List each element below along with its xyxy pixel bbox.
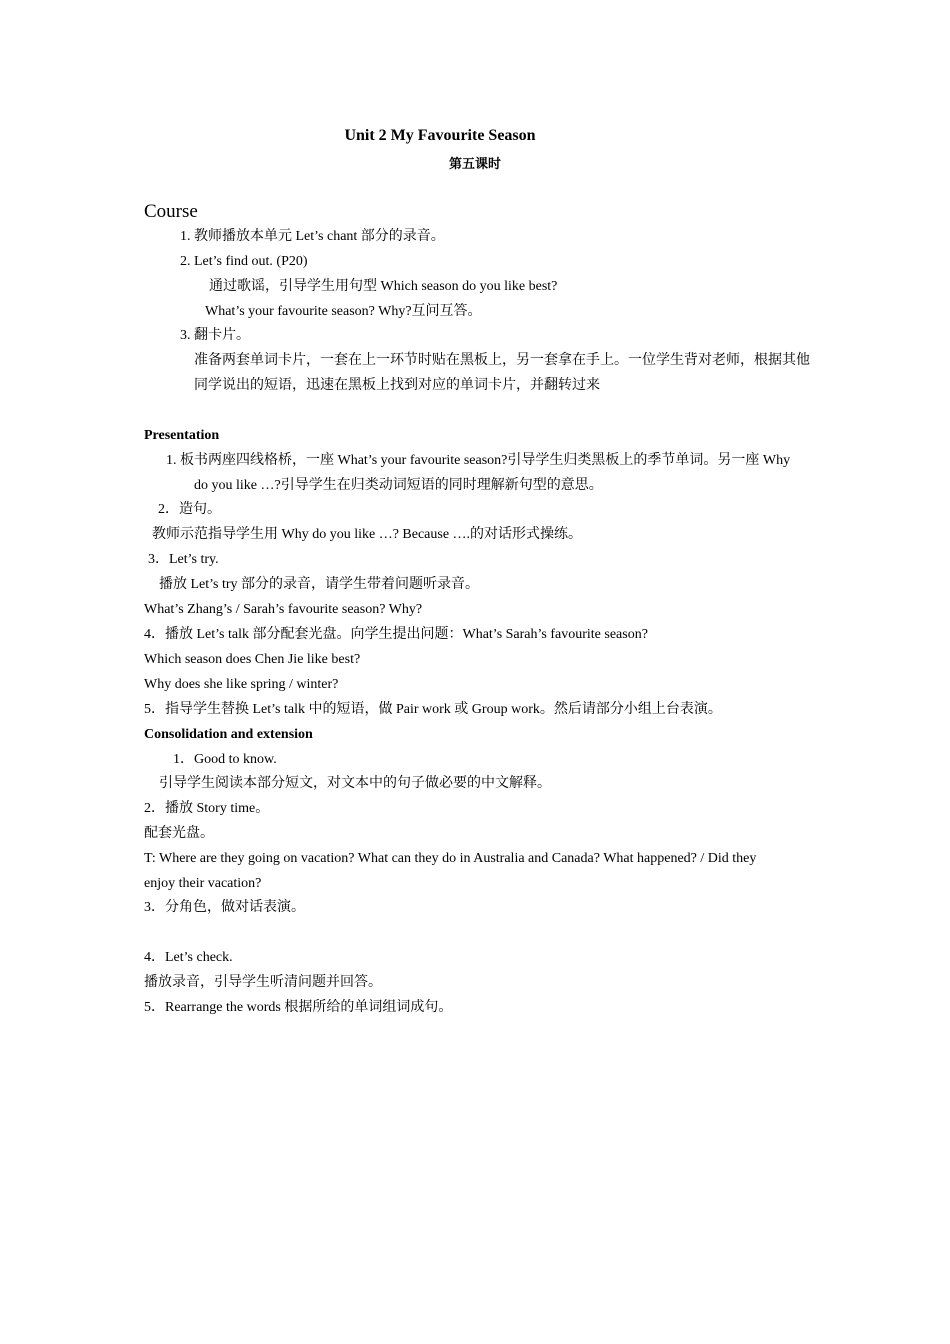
presentation-line: Which season does Chen Jie like best? bbox=[144, 652, 361, 667]
presentation-line: 4．播放 Let’s talk 部分配套光盘。向学生提出问题：What’s Sarah’s favourite season? bbox=[144, 627, 648, 642]
consolidation-line: T: Where are they going on vacation? What can they do in Australia and Canada? What happened? / Did they bbox=[144, 851, 757, 866]
lesson-period: 第五课时 bbox=[448, 156, 501, 171]
presentation-line: 教师示范指导学生用 Why do you like …? Because ….的对话形式操练。 bbox=[152, 527, 583, 542]
consolidation-line: 播放录音，引导学生听清问题并回答。 bbox=[144, 975, 382, 990]
section-heading-course: Course bbox=[144, 201, 198, 222]
consolidation-line: 2．播放 Story time。 bbox=[144, 801, 270, 816]
consolidation-line: 3．分角色，做对话表演。 bbox=[144, 900, 305, 915]
course-line: 3. 翻卡片。 bbox=[180, 328, 250, 343]
consolidation-line: 4．Let’s check. bbox=[144, 950, 233, 965]
presentation-line: What’s Zhang’s / Sarah’s favourite season? Why? bbox=[144, 602, 423, 617]
consolidation-line: 引导学生阅读本部分短文，对文本中的句子做必要的中文解释。 bbox=[159, 776, 551, 791]
consolidation-line: enjoy their vacation? bbox=[144, 876, 262, 891]
section-heading-consolidation: Consolidation and extension bbox=[144, 727, 313, 742]
section-heading-presentation: Presentation bbox=[144, 428, 220, 443]
course-line: What’s your favourite season? Why?互问互答。 bbox=[205, 304, 482, 319]
course-line: 准备两套单词卡片，一套在上一环节时贴在黑板上，另一套拿在手上。一位学生背对老师，根据其他 bbox=[194, 353, 810, 368]
presentation-line: 5．指导学生替换 Let’s talk 中的短语，做 Pair work 或 Group work。然后请部分小组上台表演。 bbox=[144, 702, 722, 717]
consolidation-line: 1．Good to know. bbox=[173, 752, 277, 767]
presentation-line: 1. 板书两座四线格桥，一座 What’s your favourite season?引导学生归类黑板上的季节单词。另一座 Why bbox=[166, 453, 791, 468]
presentation-line: 2．造句。 bbox=[158, 502, 221, 517]
course-line: 同学说出的短语，迅速在黑板上找到对应的单词卡片，并翻转过来 bbox=[194, 378, 600, 393]
presentation-line: Why does she like spring / winter? bbox=[144, 677, 339, 692]
presentation-line: 播放 Let’s try 部分的录音，请学生带着问题听录音。 bbox=[159, 577, 480, 592]
presentation-line: do you like …?引导学生在归类动词短语的同时理解新句型的意思。 bbox=[194, 478, 603, 493]
course-line: 2. Let’s find out. (P20) bbox=[180, 254, 308, 269]
document-title: Unit 2 My Favourite Season bbox=[344, 127, 536, 144]
consolidation-line: 配套光盘。 bbox=[144, 826, 214, 841]
consolidation-line: 5．Rearrange the words 根据所给的单词组词成句。 bbox=[144, 1000, 453, 1015]
course-line: 通过歌谣，引导学生用句型 Which season do you like best? bbox=[209, 279, 558, 294]
presentation-line: 3．Let’s try. bbox=[148, 552, 219, 567]
course-line: 1. 教师播放本单元 Let’s chant 部分的录音。 bbox=[180, 229, 445, 244]
